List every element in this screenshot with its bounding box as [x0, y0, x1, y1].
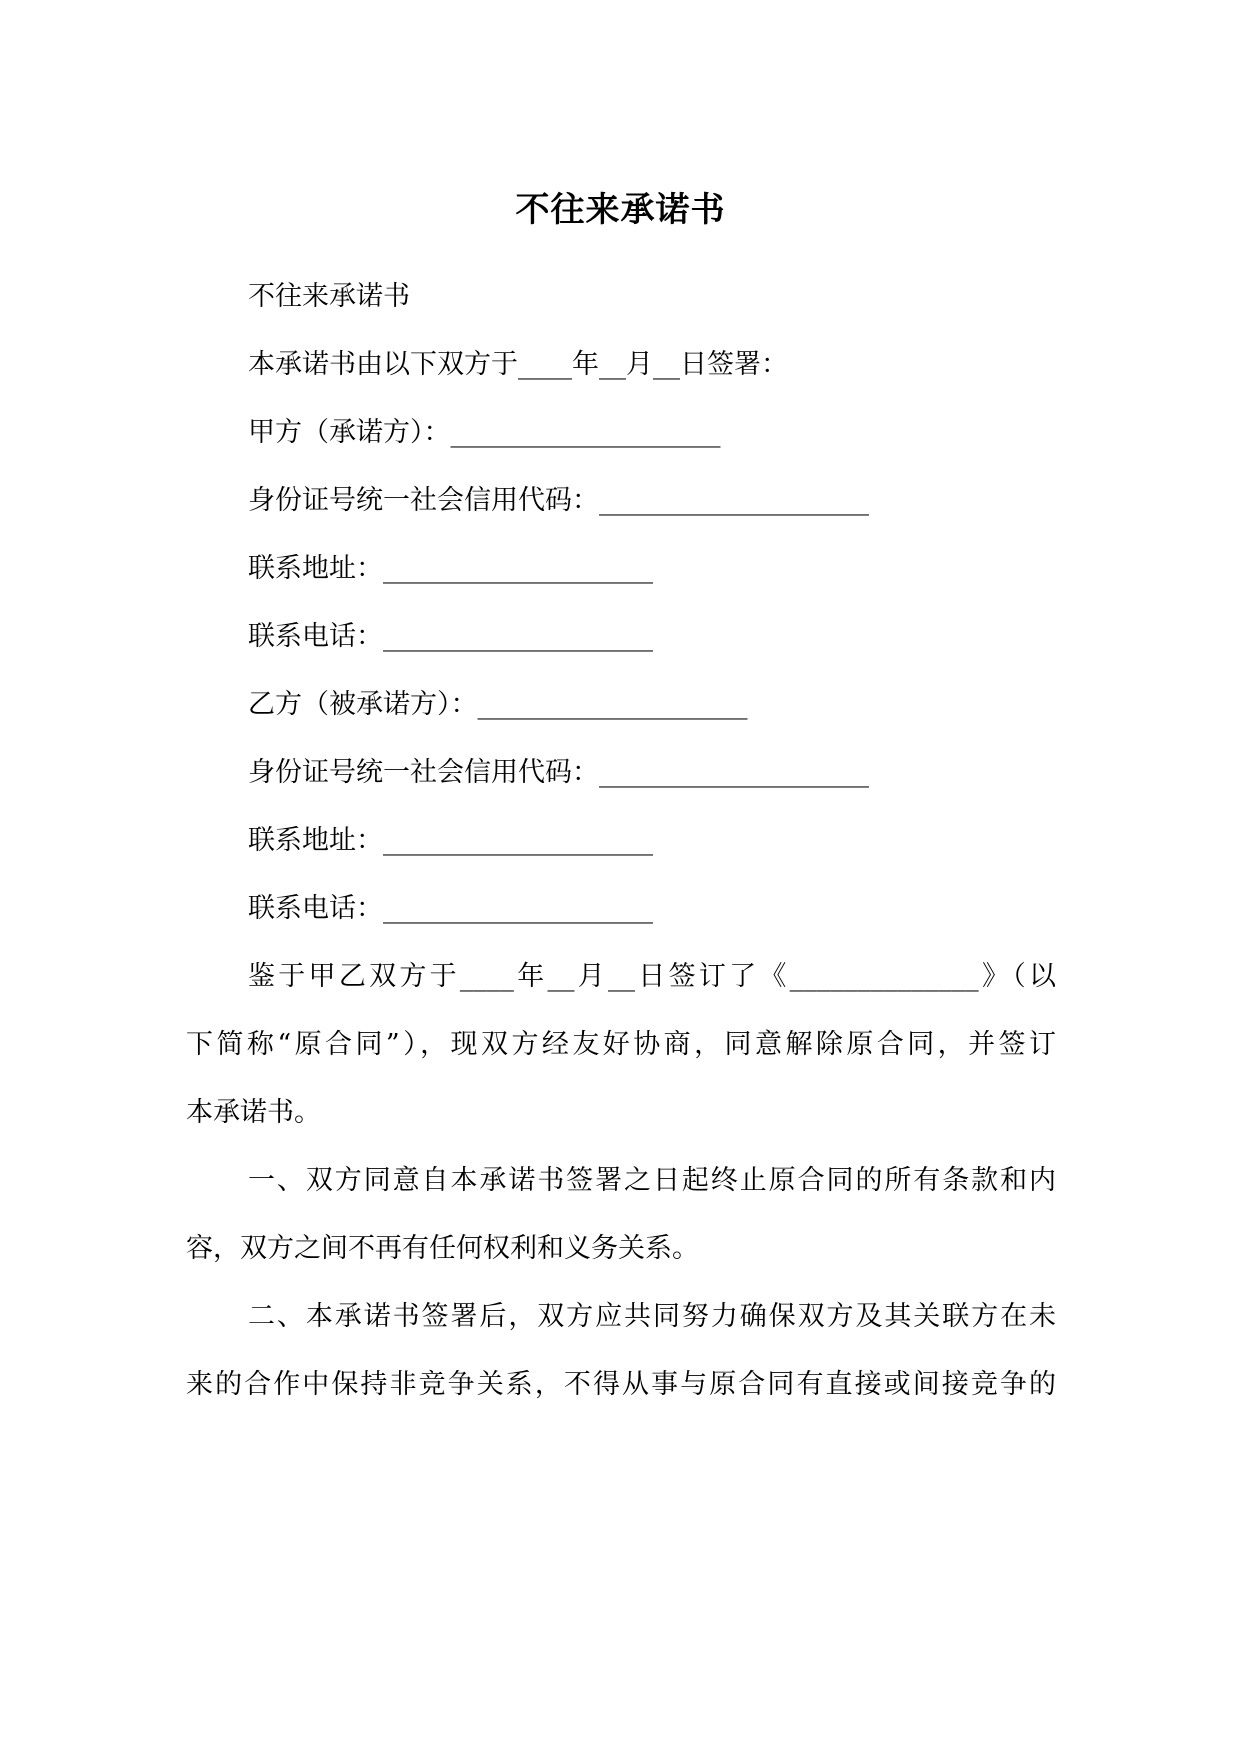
preamble-line: 下简称“原合同”），现双方经友好协商，同意解除原合同，并签订: [186, 1029, 1056, 1060]
party-b-name: 乙方（被承诺方）：____________________: [248, 689, 748, 720]
clause-2-line: 二、本承诺书签署后，双方应共同努力确保双方及其关联方在未: [248, 1301, 1056, 1332]
preamble-line: 本承诺书。: [186, 1097, 321, 1128]
clause-1-line: 容，双方之间不再有任何权利和义务关系。: [186, 1233, 699, 1264]
document-subtitle: 不往来承诺书: [248, 281, 410, 312]
clause-1-line: 一、双方同意自本承诺书签署之日起终止原合同的所有条款和内: [248, 1165, 1056, 1196]
preamble-line: 鉴于甲乙双方于____年__月__日签订了《______________》（以: [248, 961, 1056, 992]
document-title: 不往来承诺书: [515, 190, 726, 230]
party-b-address: 联系地址：____________________: [248, 825, 653, 856]
party-a-phone: 联系电话：____________________: [248, 621, 653, 652]
party-a-address: 联系地址：____________________: [248, 553, 653, 584]
party-a-name: 甲方（承诺方）：____________________: [248, 417, 721, 448]
party-b-id: 身份证号统一社会信用代码：____________________: [248, 757, 869, 788]
party-a-id: 身份证号统一社会信用代码：____________________: [248, 485, 869, 516]
clause-2-line: 来的合作中保持非竞争关系，不得从事与原合同有直接或间接竞争的: [186, 1369, 1056, 1400]
party-b-phone: 联系电话：____________________: [248, 893, 653, 924]
signing-date-line: 本承诺书由以下双方于____年__月__日签署：: [248, 349, 788, 380]
